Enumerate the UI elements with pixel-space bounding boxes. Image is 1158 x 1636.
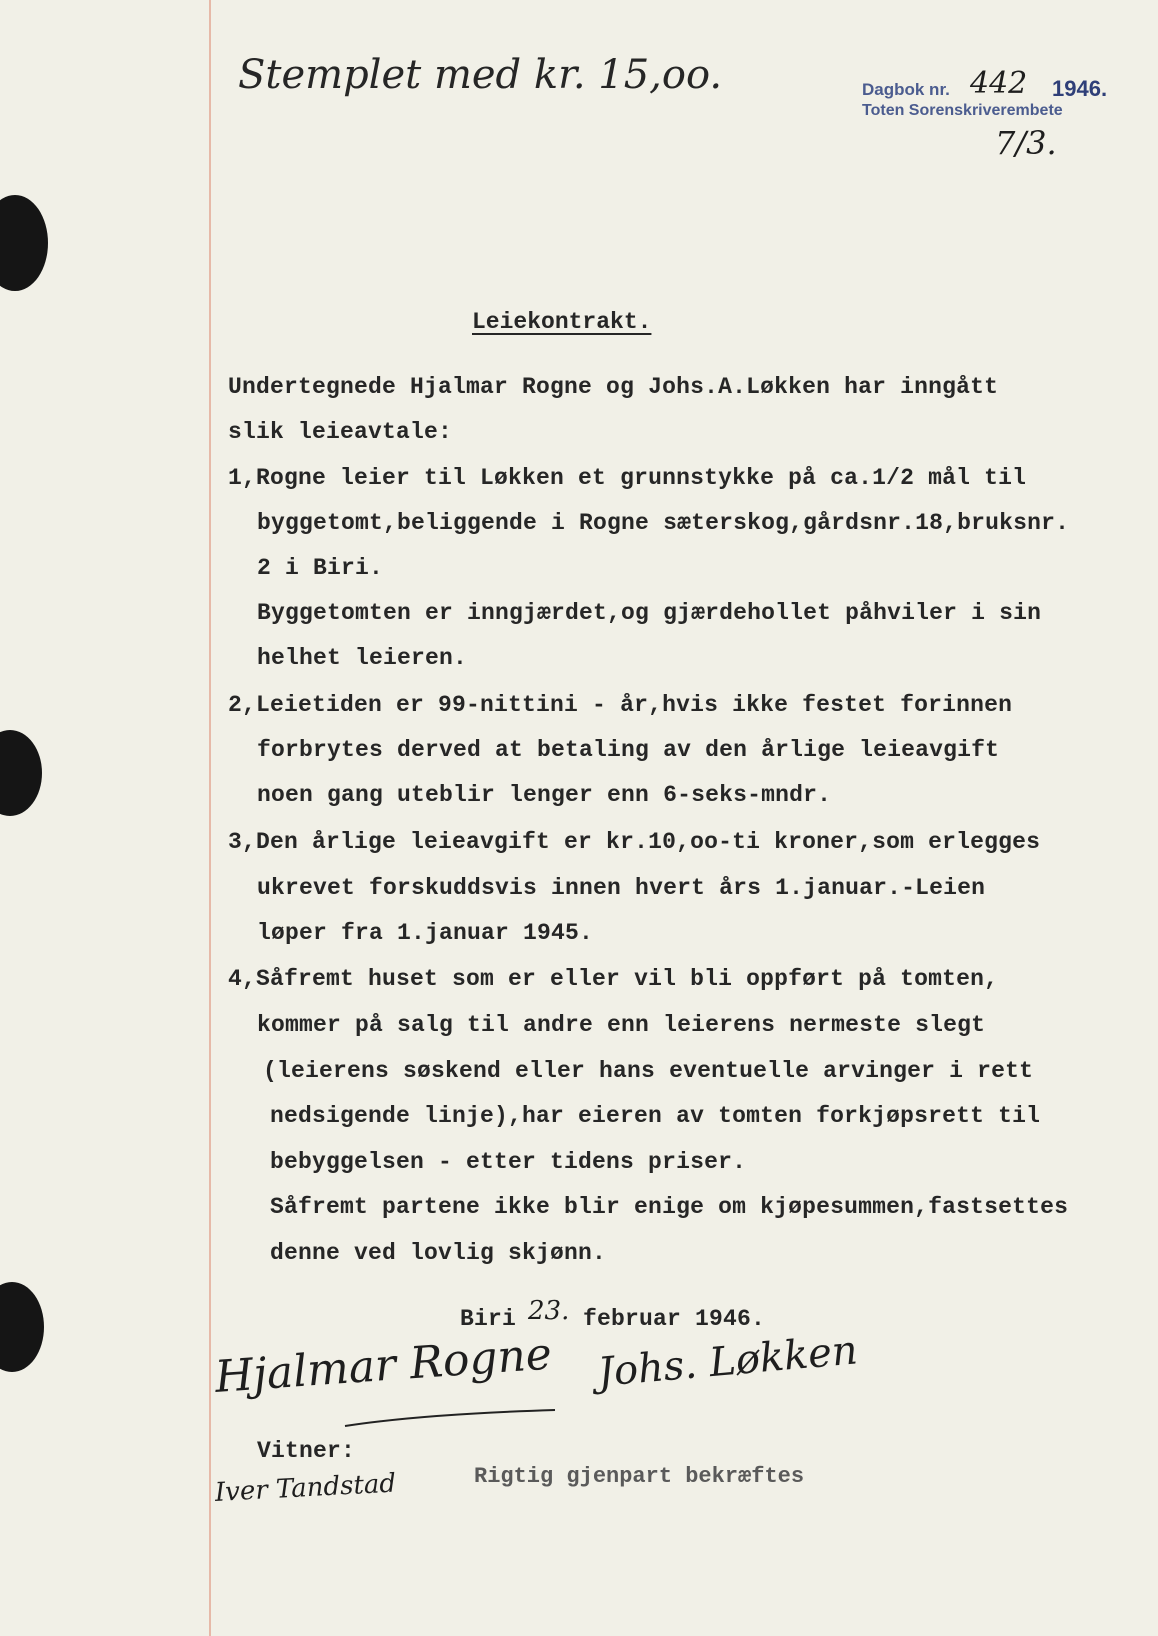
diary-number: 442 <box>970 66 1028 101</box>
stamp-duty-note: Stemplet med kr. 15,oo. <box>238 52 723 98</box>
punch-hole-middle <box>0 730 42 816</box>
body-line: bebyggelsen - etter tidens priser. <box>270 1149 747 1175</box>
punch-hole-bottom <box>0 1282 44 1372</box>
certification-text: Rigtig gjenpart bekræftes <box>474 1464 805 1489</box>
witness-signature: Iver Tandstad <box>214 1468 397 1508</box>
body-line: slik leieavtale: <box>228 419 453 445</box>
body-line: Byggetomten er inngjærdet,og gjærdehollet påhviler i sin <box>257 600 1042 626</box>
body-line: Undertegnede Hjalmar Rogne og Johs.A.Løkken har inngått <box>228 374 999 400</box>
body-line: nedsigende linje),har eieren av tomten forkjøpsrett til <box>270 1103 1041 1129</box>
registry-office: Toten Sorenskriverembete <box>862 102 1063 119</box>
body-line: 2,Leietiden er 99-nittini - år,hvis ikke festet forinnen <box>228 692 1013 718</box>
body-line: noen gang uteblir lenger enn 6-seks-mndr. <box>257 782 832 808</box>
registry-date: 7/3. <box>995 124 1057 162</box>
diary-label: Dagbok nr. <box>862 80 950 99</box>
diary-year: 1946. <box>1052 76 1108 101</box>
body-line: forbrytes derved at betaling av den årlige leieavgift <box>257 737 1000 763</box>
body-line: (leierens søskend eller hans eventuelle arvinger i rett <box>263 1058 1034 1084</box>
signature-flourish <box>340 1402 560 1432</box>
registry-stamp <box>862 80 950 100</box>
body-line: 4,Såfremt huset som er eller vil bli oppført på tomten, <box>228 966 999 992</box>
body-line: ukrevet forskuddsvis innen hvert års 1.januar.-Leien <box>257 875 986 901</box>
body-line: byggetomt,beliggende i Rogne sæterskog,gårdsnr.18,bruksnr. <box>257 510 1070 536</box>
body-line: kommer på salg til andre enn leierens nermeste slegt <box>257 1012 986 1038</box>
lessor-signature: Hjalmar Rogne <box>213 1328 554 1403</box>
punch-hole-top <box>0 195 48 291</box>
body-line: 2 i Biri. <box>257 555 384 581</box>
place: Biri <box>460 1306 517 1332</box>
body-line: 3,Den årlige leieavgift er kr.10,oo-ti kroner,som erlegges <box>228 829 1041 855</box>
body-line: helhet leieren. <box>257 645 468 671</box>
body-line: denne ved lovlig skjønn. <box>270 1240 607 1266</box>
body-line: 1,Rogne leier til Løkken et grunnstykke på ca.1/2 mål til <box>228 465 1027 491</box>
margin-rule <box>209 0 211 1636</box>
witnesses-label: Vitner: <box>257 1438 356 1464</box>
document-title: Leiekontrakt. <box>472 309 652 335</box>
body-line: Såfremt partene ikke blir enige om kjøpesummen,fastsettes <box>270 1194 1069 1220</box>
month-year: februar 1946. <box>583 1306 766 1332</box>
day-handwritten: 23. <box>528 1296 570 1326</box>
lessee-signature: Johs. Løkken <box>595 1327 860 1396</box>
body-line: løper fra 1.januar 1945. <box>257 920 594 946</box>
